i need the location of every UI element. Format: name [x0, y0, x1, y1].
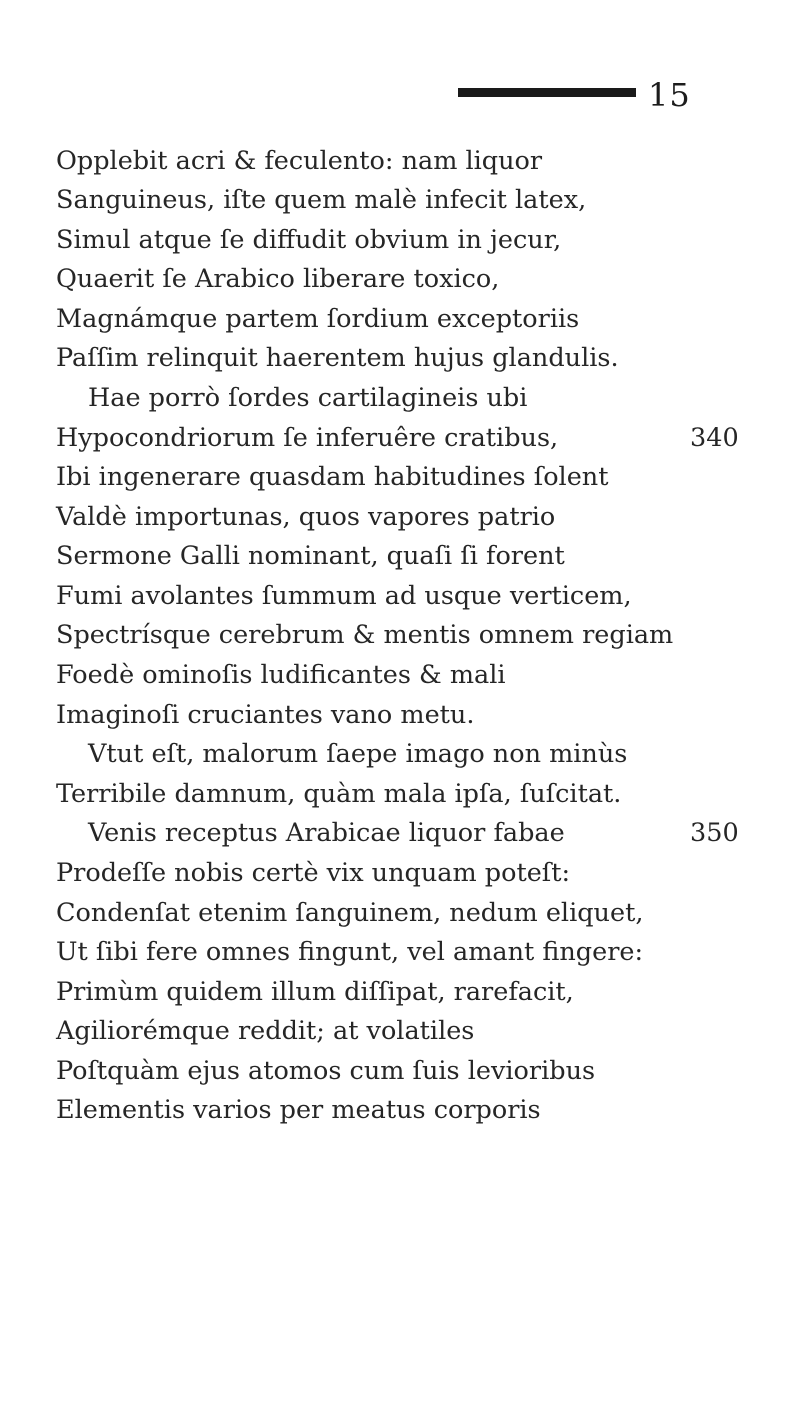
poem-line: Elementis varios per meatus corporis: [56, 1095, 541, 1125]
poem-line: Spectrísque cerebrum & mentis omnem regiam: [56, 620, 674, 650]
poem-line: Paſſim relinquit haerentem hujus glandulis.: [56, 343, 619, 373]
poem-line: Hypocondriorum ſe inferuêre cratibus,: [56, 423, 559, 453]
poem-line: Vtut eſt, malorum ſaepe imago non minùs: [88, 739, 628, 769]
line-number: 340: [690, 423, 739, 453]
poem-line: Imaginoſi cruciantes vano metu.: [56, 700, 475, 730]
poem-line: Quaerit ſe Arabico liberare toxico,: [56, 264, 500, 294]
poem-line: Hae porrò ſordes cartilagineis ubi: [88, 383, 528, 413]
page-number: 15: [648, 76, 691, 114]
poem-line: Ut ſibi fere omnes fingunt, vel amant fingere:: [56, 937, 644, 967]
poem-line: Agiliorémque reddit; at volatiles: [56, 1016, 475, 1046]
poem-line: Sermone Galli nominant, quaſi ſi forent: [56, 541, 565, 571]
poem-line: Prodeſſe nobis certè vix unquam poteſt:: [56, 858, 571, 888]
poem-line: Condenſat etenim ſanguinem, nedum eliquet,: [56, 898, 644, 928]
poem-line: Primùm quidem illum diſſipat, rarefacit,: [56, 977, 574, 1007]
poem-line: Simul atque ſe diffudit obvium in jecur,: [56, 225, 562, 255]
poem-line: Magnámque partem ſordium exceptoriis: [56, 304, 580, 334]
poem-line: Terribile damnum, quàm mala ipſa, ſuſcitat.: [56, 779, 622, 809]
poem-line: Fumi avolantes ſummum ad usque verticem,: [56, 581, 632, 611]
poem-line: Opplebit acri & feculento: nam liquor: [56, 146, 543, 176]
poem-line: Poſtquàm ejus atomos cum ſuis levioribus: [56, 1056, 596, 1086]
poem-line: Foedè ominoſis ludificantes & mali: [56, 660, 506, 690]
poem-line: Valdè importunas, quos vapores patrio: [56, 502, 556, 532]
poem-line: Ibi ingenerare quasdam habitudines ſolent: [56, 462, 609, 492]
poem-line: Sanguineus, iſte quem malè infecit latex,: [56, 185, 587, 215]
line-number: 350: [690, 818, 739, 848]
header-rule: [458, 88, 636, 97]
poem-line: Venis receptus Arabicae liquor fabae: [88, 818, 565, 848]
